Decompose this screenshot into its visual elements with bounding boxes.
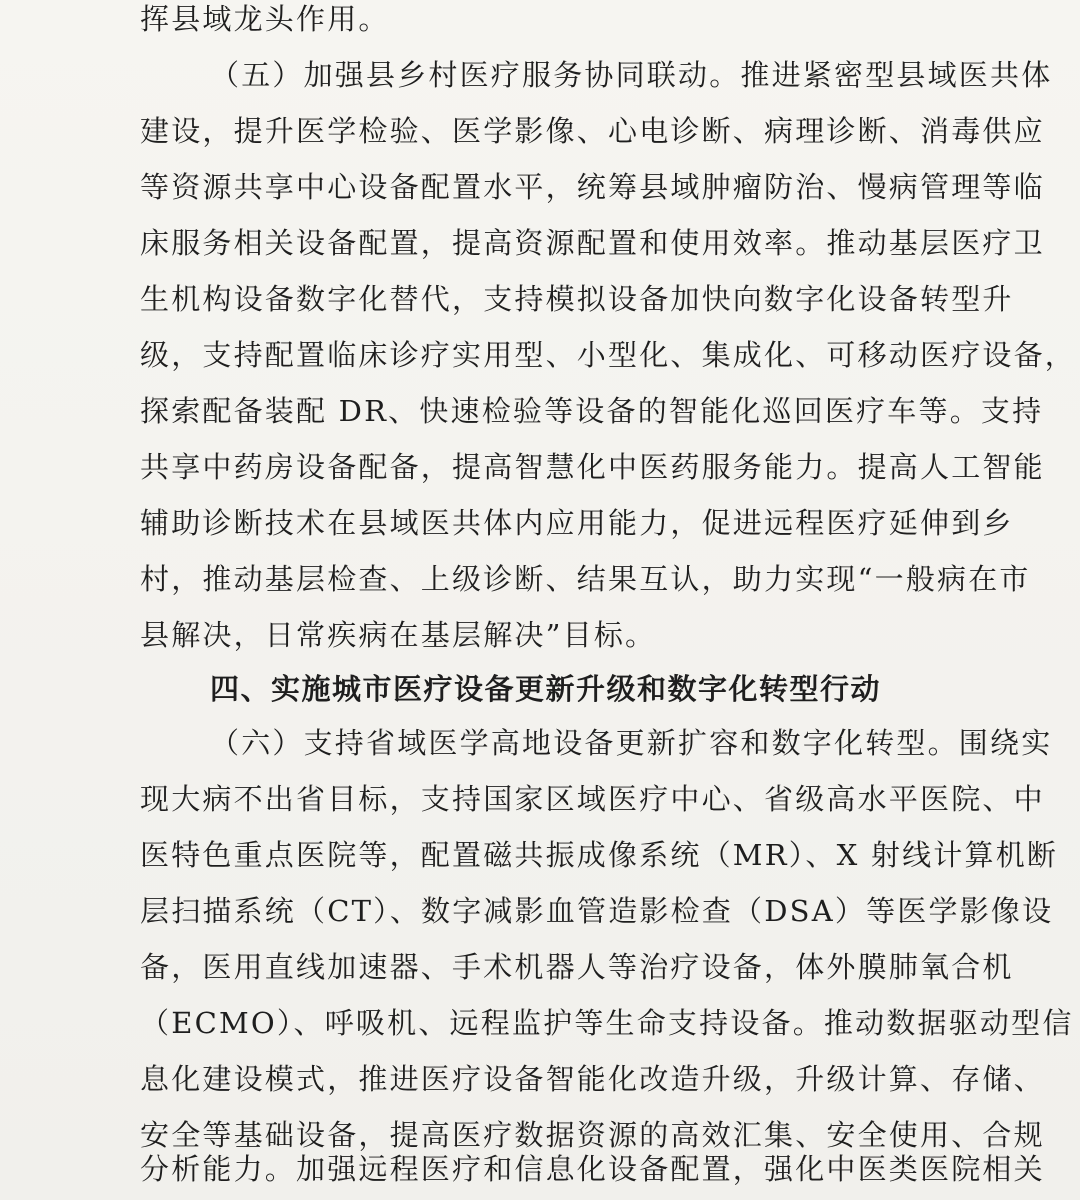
text-line-3: 建设，提升医学检验、医学影像、心电诊断、病理诊断、消毒供应 [140,114,1045,148]
text-line-20: 息化建设模式，推进医疗设备智能化改造升级，升级计算、存储、 [140,1062,1045,1096]
text-line-12: 县解决，日常疾病在基层解决”目标。 [140,618,657,652]
text-line-7: 级，支持配置临床诊疗实用型、小型化、集成化、可移动医疗设备， [140,338,1077,372]
text-line-1: 挥县域龙头作用。 [140,2,390,36]
text-line-21: 安全等基础设备，提高医疗数据资源的高效汇集、安全使用、合规 [140,1118,1045,1152]
section-6-heading-line: （六）支持省域医学高地设备更新扩容和数字化转型。围绕实 [210,726,1053,760]
text-line-17: 层扫描系统（CT）、数字减影血管造影检查（DSA）等医学影像设 [140,894,1054,928]
text-line-22: 分析能力。加强远程医疗和信息化设备配置，强化中医类医院相关 [140,1152,1045,1186]
section-5-heading-line: （五）加强县乡村医疗服务协同联动。推进紧密型县域医共体 [210,58,1053,92]
text-line-8: 探索配备装配 DR、快速检验等设备的智能化巡回医疗车等。支持 [140,394,1044,428]
text-line-5: 床服务相关设备配置，提高资源配置和使用效率。推动基层医疗卫 [140,226,1045,260]
text-line-18: 备，医用直线加速器、手术机器人等治疗设备，体外膜肺氧合机 [140,950,1014,984]
text-line-4: 等资源共享中心设备配置水平，统筹县域肿瘤防治、慢病管理等临 [140,170,1045,204]
text-line-9: 共享中药房设备配备，提高智慧化中医药服务能力。提高人工智能 [140,450,1045,484]
text-line-10: 辅助诊断技术在县域医共体内应用能力，促进远程医疗延伸到乡 [140,506,1014,540]
text-line-6: 生机构设备数字化替代，支持模拟设备加快向数字化设备转型升 [140,282,1014,316]
section-4-heading: 四、实施城市医疗设备更新升级和数字化转型行动 [210,672,882,706]
text-line-15: 现大病不出省目标，支持国家区域医疗中心、省级高水平医院、中 [140,782,1045,816]
text-line-16: 医特色重点医院等，配置磁共振成像系统（MR）、X 射线计算机断 [140,838,1059,872]
text-line-11: 村，推动基层检查、上级诊断、结果互认，助力实现“一般病在市 [140,562,1031,596]
text-line-19: （ECMO）、呼吸机、远程监护等生命支持设备。推动数据驱动型信 [140,1006,1074,1040]
